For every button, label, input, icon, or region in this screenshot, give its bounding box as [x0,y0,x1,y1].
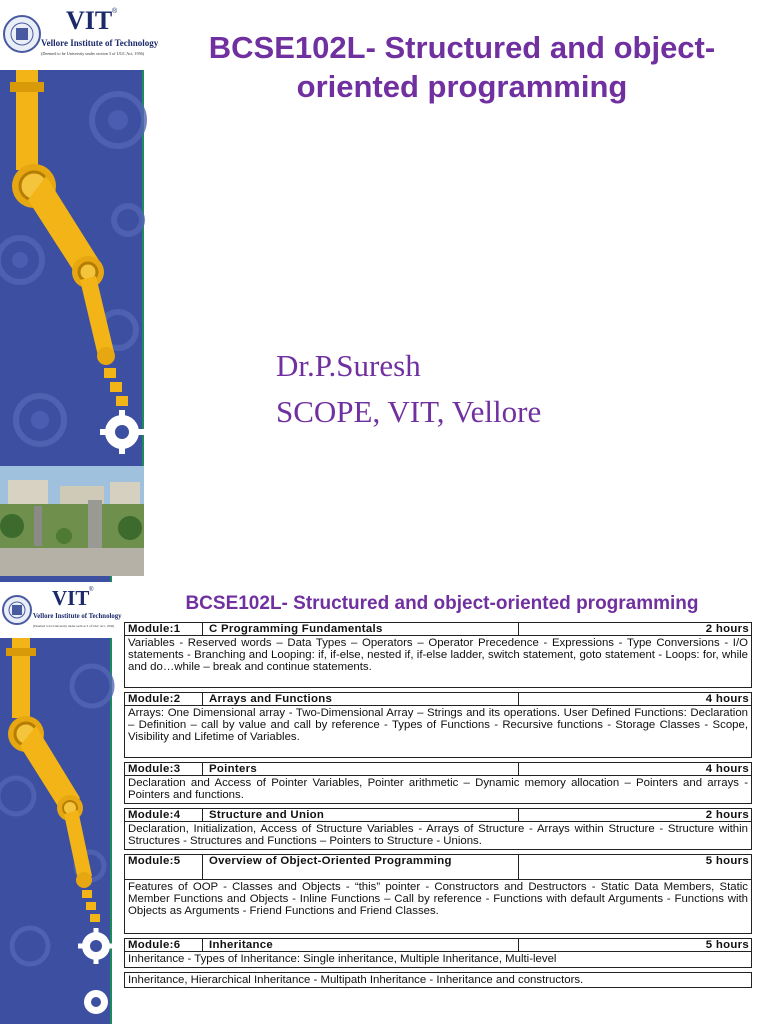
campus-illustration [0,466,144,576]
module-number: Module:2 [125,693,203,705]
module-number: Module:6 [125,939,203,951]
module-number: Module:1 [125,623,203,635]
module-hours: 5 hours [705,939,749,951]
module-header [124,938,752,952]
syllabus-table [124,622,752,1024]
module-number: Module:3 [125,763,203,775]
module-name: Structure and Union [203,809,519,821]
module-hours: 4 hours [705,763,749,775]
author-affiliation: SCOPE, VIT, Vellore [276,394,542,429]
module-content: Variables - Reserved words – Data Types – Operators – Operator Precedence - Expressions - Type Conversions - I/O statements - Branching and Looping: if, if-else, nested if, if-else ladder, switch statement, goto statement - Loops: for, while and do…while – break and continue statements. [124,636,752,688]
module-header [124,622,752,636]
logo-subtitle: Vellore Institute of Technology [41,38,159,48]
module-content: Declaration and Access of Pointer Variables, Pointer arithmetic – Dynamic memory allocation – Pointers and arrays - Pointers and functions. [124,776,752,804]
module-header [124,808,752,822]
module-header [124,692,752,706]
syllabus-title: BCSE102L- Structured and object-oriented programming [185,593,699,614]
slide-syllabus [0,576,768,1024]
logo-registered: ® [112,8,118,15]
module-header [124,762,752,776]
module-number: Module:5 [125,855,203,879]
author-name: Dr.P.Suresh [276,348,421,383]
module-name: Overview of Object-Oriented Programming [203,855,519,879]
logo-subtitle: Vellore Institute of Technology [33,613,122,620]
logo-tagline: (Deemed to be University under section 3 of UGC Act, 1956) [33,624,115,628]
campus-photo [0,466,144,576]
vit-logo [0,582,122,638]
slide-title-text: BCSE102L- Structured and object-oriented programming [208,30,716,104]
module-content: Inheritance - Types of Inheritance: Single inheritance, Multiple Inheritance, Multi-level [124,952,752,968]
module-hours: 5 hours [705,855,749,867]
robot-arm-illustration [0,576,115,1024]
module-name: C Programming Fundamentals [203,623,519,635]
module-hours: 4 hours [705,693,749,705]
sidebar-decoration [0,576,122,1024]
module-name: Arrays and Functions [203,693,519,705]
module-content: Declaration, Initialization, Access of Structure Variables - Arrays of Structure - Arrays within Structure - Structure within Structures - Structures and Functions – Pointers to Structure - Unions. [124,822,752,850]
module-content: Arrays: One Dimensional array - Two-Dimensional Array – Strings and its operations. User Defined Functions: Declaration – Definition – call by value and call by reference - Types of Functions - Recursive functions - Storage Classes - Scope, Visibility and Lifetime of Variables. [124,706,752,758]
vit-logo [0,0,159,70]
module-number: Module:4 [125,809,203,821]
sidebar-decoration [0,0,159,576]
logo-registered: ® [89,587,94,593]
module-hours: 2 hours [705,623,749,635]
logo-name: VIT [66,6,113,35]
module-name: Inheritance [203,939,519,951]
logo-name: VIT [52,586,90,610]
module-name: Pointers [203,763,519,775]
module-content: Features of OOP - Classes and Objects - “this” pointer - Constructors and Destructors - Static Data Members, Static Member Functions and Objects - Inline Functions – Call by reference - Functions with default Arguments - Functions with Objects as Arguments - Friend Functions and Friend Classes. [124,880,752,934]
module-header [124,854,752,880]
author-block [276,343,541,435]
module-hours: 2 hours [705,809,749,821]
logo-tagline: (Deemed to be University under section 3 of UGC Act, 1956) [41,51,145,56]
module-content-continuation: Inheritance, Hierarchical Inheritance - Multipath Inheritance - Inheritance and constructors. [124,972,752,988]
